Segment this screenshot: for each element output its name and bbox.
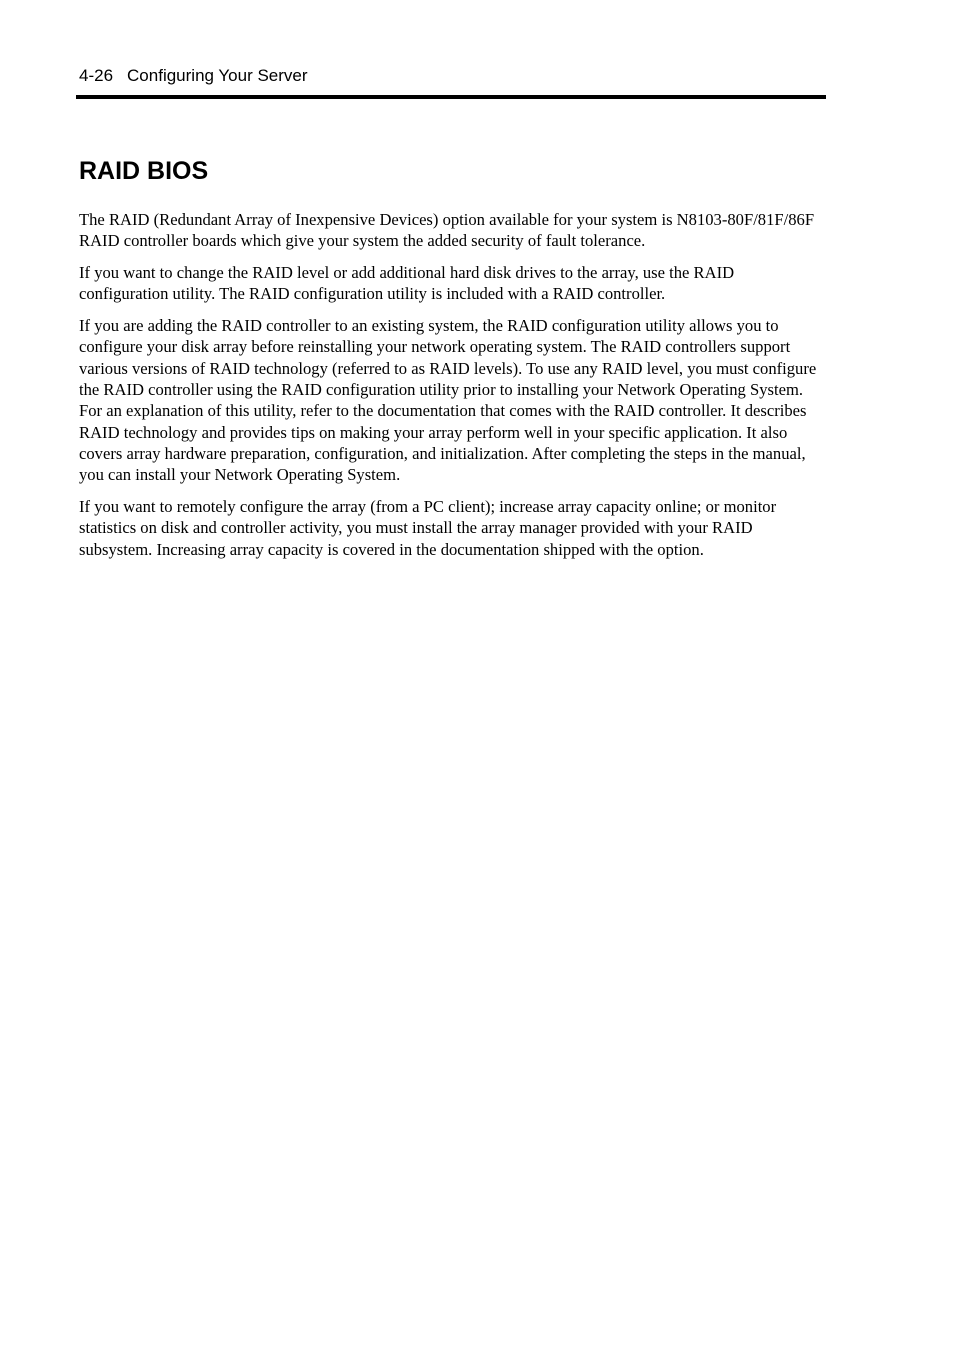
chapter-title: Configuring Your Server	[127, 66, 308, 85]
paragraph-adding-controller: If you are adding the RAID controller to an existing system, the RAID configuration utility allows you to configure your disk array before reinstalling your network operating system. The RAID controllers support various versions of RAID technology (referred to as RAID levels). To use any RAID level, you must configure the RAID controller using the RAID configuration utility prior to installing your Network Operating System. For an explanation of this utility, refer to the documentation that comes with the RAID controller. It describes RAID technology and provides tips on making your array perform well in your specific application. It also covers array hardware preparation, configuration, and initialization. After completing the steps in the manual, you can install your Network Operating System.	[79, 316, 817, 485]
page-number: 4-26	[79, 66, 114, 85]
paragraph-raid-option: The RAID (Redundant Array of Inexpensive Devices) option available for your system is N8103-80F/81F/86F RAID controller boards which give your system the added security of fault tolerance.	[79, 210, 815, 251]
body-text	[79, 209, 824, 570]
running-header	[79, 66, 308, 86]
section-title: RAID BIOS	[79, 157, 209, 185]
header-rule	[76, 95, 826, 99]
paragraph-change-raid-level: If you want to change the RAID level or add additional hard disk drives to the array, use the RAID configuration utility. The RAID configuration utility is included with a RAID controller.	[79, 263, 735, 304]
paragraph-remote-configure: If you want to remotely configure the array (from a PC client); increase array capacity online; or monitor statistics on disk and controller activity, you must install the array manager provided with your RAID subsystem. Increasing array capacity is covered in the documentation shipped with the option.	[79, 497, 777, 559]
